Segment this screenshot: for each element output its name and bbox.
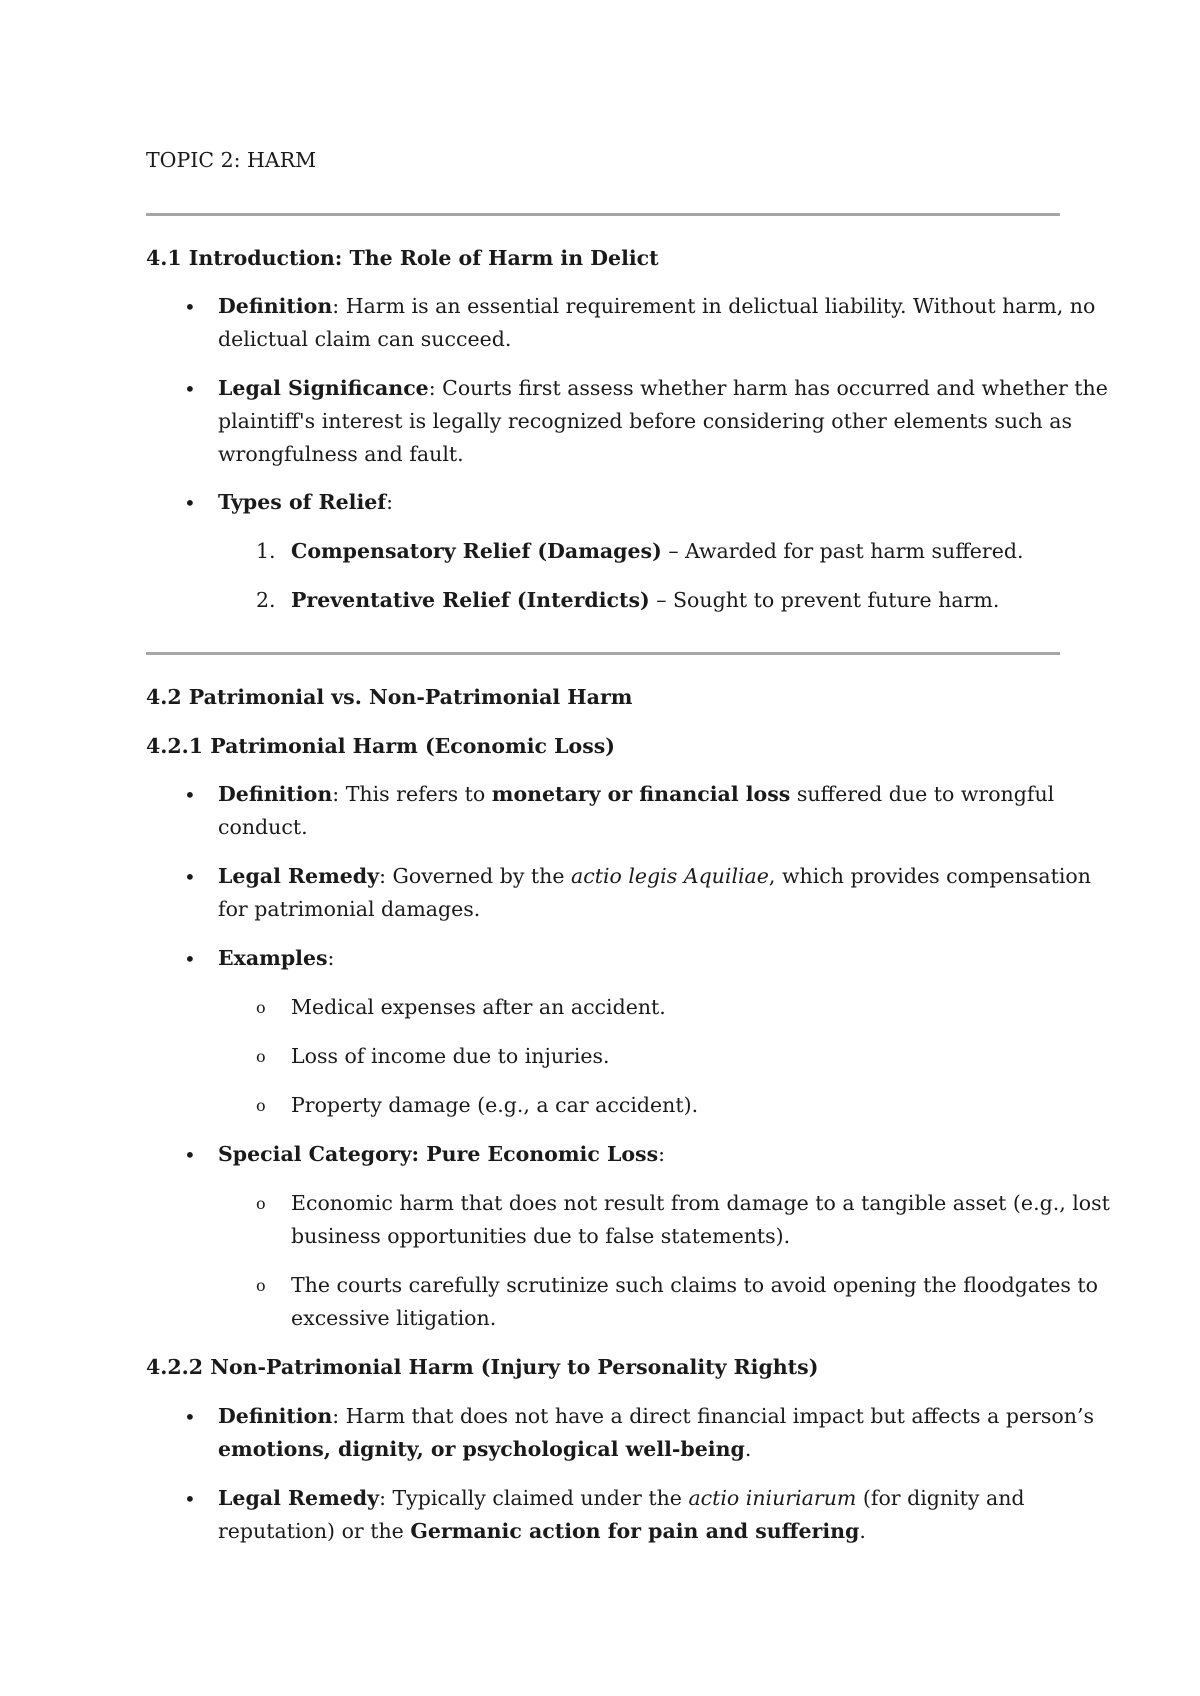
special-item-1-line-1: Economic harm that does not result from damage to a tangible asset (e.g., lost [291, 1191, 1110, 1215]
definition-label: Definition [218, 782, 333, 806]
colon: : [386, 490, 394, 514]
definition-label: Definition [218, 1404, 333, 1428]
section-heading-4-2: 4.2 Patrimonial vs. Non-Patrimonial Harm [146, 685, 633, 709]
legal-significance-line-3: wrongfulness and fault. [218, 442, 464, 466]
text: . [859, 1519, 866, 1543]
non-patrimonial-definition-line-1 [218, 1404, 1094, 1428]
bullet-icon: • [184, 947, 196, 971]
list-item-preventative-relief [291, 588, 999, 612]
non-patrimonial-remedy-line-2 [218, 1519, 866, 1543]
text: : Harm that does not have a direct financial impact but affects a person’s [332, 1404, 1094, 1428]
bullet-icon: • [184, 377, 196, 401]
bullet-icon: • [184, 295, 196, 319]
section-heading-4-1: 4.1 Introduction: The Role of Harm in Delict [146, 246, 659, 270]
text: : Governed by the [379, 864, 571, 888]
types-of-relief-label: Types of Relief [218, 490, 387, 514]
circle-bullet-icon: o [256, 1194, 266, 1213]
colon: : [658, 1142, 666, 1166]
legal-significance-text: : Courts first assess whether harm has occurred and whether the [428, 376, 1108, 400]
special-item-2-line-1: The courts carefully scrutinize such claims to avoid opening the floodgates to [291, 1273, 1099, 1297]
types-of-relief [218, 490, 393, 514]
bullet-icon: • [184, 1487, 196, 1511]
example-item: Loss of income due to injuries. [291, 1044, 610, 1068]
bold-text: monetary or financial loss [491, 782, 791, 806]
bullet-icon: • [184, 1143, 196, 1167]
list-item-text: – Sought to prevent future harm. [649, 588, 1000, 612]
text: (for dignity and [856, 1486, 1025, 1510]
example-item: Property damage (e.g., a car accident). [291, 1093, 699, 1117]
list-item-bold: Preventative Relief (Interdicts) [291, 588, 650, 612]
circle-bullet-icon: o [256, 1047, 266, 1066]
bullet-icon: • [184, 865, 196, 889]
page-title: TOPIC 2: HARM [146, 148, 317, 172]
bullet-icon: • [184, 1405, 196, 1429]
special-item-2-line-2: excessive litigation. [291, 1306, 497, 1330]
text: reputation) or the [218, 1519, 411, 1543]
bullet-icon: • [184, 783, 196, 807]
text: : This refers to [332, 782, 492, 806]
legal-significance-label: Legal Significance [218, 376, 429, 400]
list-item-bold: Compensatory Relief (Damages) [291, 539, 662, 563]
definition-line-2: delictual claim can succeed. [218, 327, 512, 351]
horizontal-rule [146, 652, 1060, 655]
text: , which provides compensation [768, 864, 1091, 888]
definition-label: Definition [218, 294, 333, 318]
non-patrimonial-definition-line-2 [218, 1437, 751, 1461]
definition-line-1 [218, 294, 1095, 318]
legal-significance-line-2: plaintiff's interest is legally recognized before considering other elements such as [218, 409, 1073, 433]
list-item-compensatory-relief [291, 539, 1023, 563]
bold-text: Germanic action for pain and suffering [410, 1519, 860, 1543]
example-item: Medical expenses after an accident. [291, 995, 666, 1019]
patrimonial-remedy-line-1 [218, 864, 1091, 888]
bullet-icon: • [184, 491, 196, 515]
list-number: 2. [256, 588, 276, 612]
definition-text: : Harm is an essential requirement in delictual liability. Without harm, no [332, 294, 1096, 318]
section-heading-4-2-1: 4.2.1 Patrimonial Harm (Economic Loss) [146, 734, 615, 758]
patrimonial-definition-line-1 [218, 782, 1054, 806]
special-item-1-line-2: business opportunities due to false statements). [291, 1224, 791, 1248]
text: suffered due to wrongful [790, 782, 1055, 806]
legal-significance-line-1 [218, 376, 1108, 400]
section-heading-4-2-2: 4.2.2 Non-Patrimonial Harm (Injury to Personality Rights) [146, 1355, 819, 1379]
legal-remedy-label: Legal Remedy [218, 864, 380, 888]
list-number: 1. [256, 539, 276, 563]
circle-bullet-icon: o [256, 998, 266, 1017]
legal-remedy-label: Legal Remedy [218, 1486, 380, 1510]
italic-text: actio iniuriarum [688, 1486, 857, 1510]
horizontal-rule [146, 213, 1060, 216]
circle-bullet-icon: o [256, 1276, 266, 1295]
italic-text: actio legis Aquiliae [571, 864, 769, 888]
colon: : [327, 946, 335, 970]
bold-text: emotions, dignity, or psychological well-being [218, 1437, 745, 1461]
examples-label: Examples [218, 946, 328, 970]
patrimonial-definition-line-2: conduct. [218, 815, 308, 839]
circle-bullet-icon: o [256, 1096, 266, 1115]
special-category [218, 1142, 665, 1166]
special-category-label: Special Category: Pure Economic Loss [218, 1142, 659, 1166]
text: . [744, 1437, 752, 1461]
patrimonial-remedy-line-2: for patrimonial damages. [218, 897, 481, 921]
list-item-text: – Awarded for past harm suffered. [661, 539, 1024, 563]
examples [218, 946, 334, 970]
non-patrimonial-remedy-line-1 [218, 1486, 1025, 1510]
text: : Typically claimed under the [379, 1486, 689, 1510]
